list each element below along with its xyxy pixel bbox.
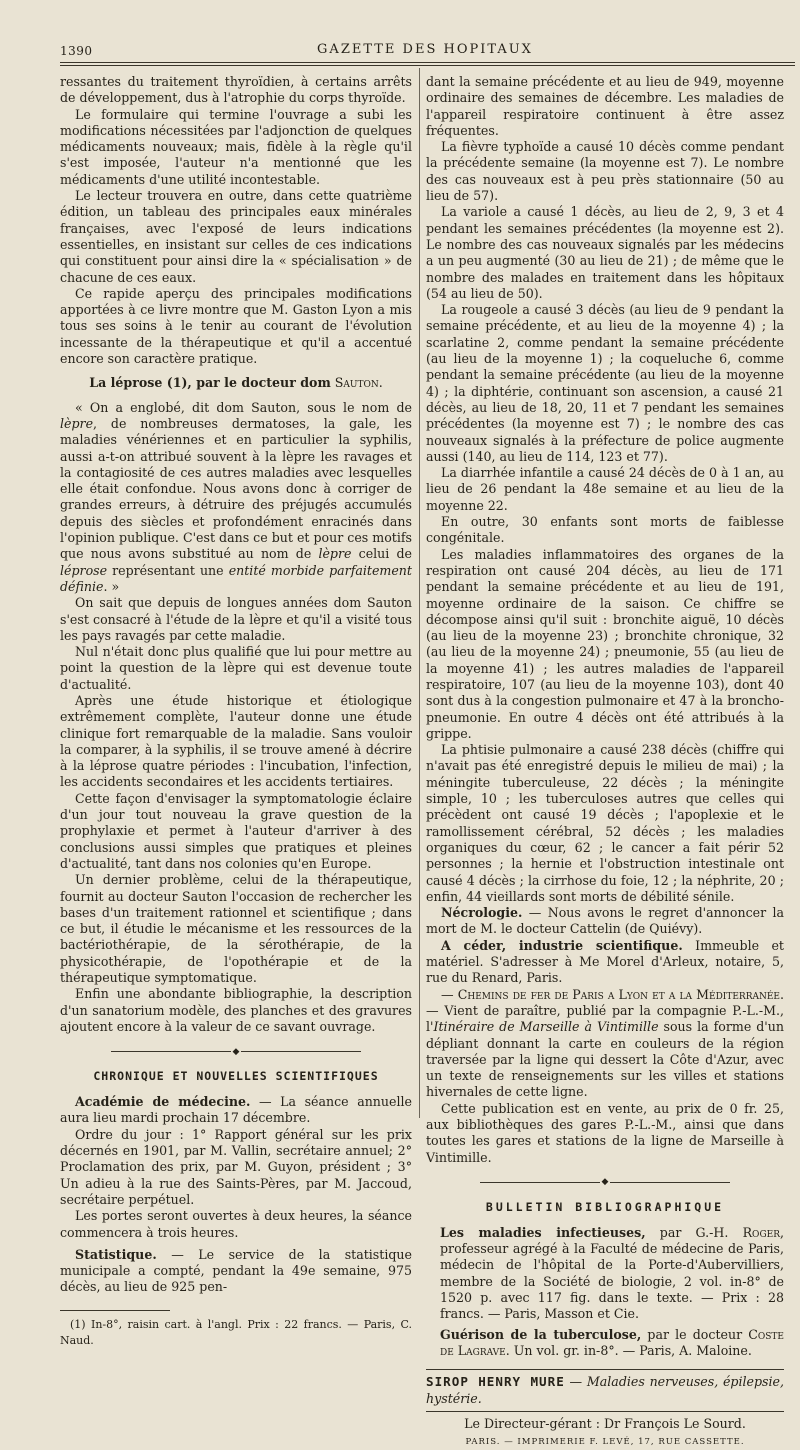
- bulletin-heading: BULLETIN BIBLIOGRAPHIQUE: [485, 1199, 725, 1214]
- paragraph: La rougeole a causé 3 décès (au lieu de 9 pendant la semaine précédente, et au lieu de la moyenne 4) ; la scarlatine 2, comme pendant la semaine précédente (au lieu de la moyenne 1) ; la coqueluche 6, comme pendant la semaine précédente (au lieu de la moyenne 4) ; la diphtérie, continuant son ascension, a causé 21 décès, au lieu de 18, 20, 11 et 7 pendant les semaines précédentes (la moyenne est 7) ; le nombre des cas nouveaux signalés à la préfecture de police augmente aussi (140, au lieu de 114, 123 et 77).: [426, 302, 784, 464]
- bibliography-entry: Guérison de la tuberculose, par le docteur Coste de Lagrave. Un vol. gr. in-8°. — Paris, A. Maloine.: [440, 1326, 784, 1358]
- section-divider: ◆: [60, 1043, 412, 1060]
- ad-brand: SIROP HENRY MURE: [426, 1374, 565, 1390]
- page-number: 1390: [60, 44, 93, 58]
- paragraph: Les maladies inflammatoires des organes de la respiration ont causé 204 décès, au lieu de 171 pendant la semaine précédente et au lieu de 191, moyenne ordinaire de la saison. Ce chiffre se décompose ainsi qu'il suit : bronchite aiguë, 10 décès (au lieu de la moyenne 23) ; bronchite chronique, 32 (au lieu de la moyenne 24) ; pneumonie, 55 (au lieu de la moyenne 41) ; les autres maladies de l'appareil respiratoire, 107 (au lieu de la moyenne 103), dont 40 sont dus à la congestion pulmonaire et 47 à la broncho-pneumonie. En outre 4 décès ont été attribués à la grippe.: [426, 546, 784, 741]
- paragraph: Nul n'était donc plus qualifié que lui pour mettre au point la question de la lèpre qui est devenue toute d'actualité.: [60, 644, 412, 692]
- paragraph: Un dernier problème, celui de la thérapeutique, fournit au docteur Sauton l'occasion de rechercher les bases d'un traitement rationnel et scientifique ; dans ce but, il étudie le mécanisme et les ressources de la bactériothérapie, de la sérothérapie, de la physicothérapie, de l'opothérapie et de la thérapeutique symptomatique.: [60, 872, 412, 986]
- paragraph: La diarrhée infantile a causé 24 décès de 0 à 1 an, au lieu de 26 pendant la 48e semaine et au lieu de la moyenne 22.: [426, 465, 784, 513]
- publisher-line: Le Directeur-gérant : Dr François Le Sourd.: [464, 1415, 746, 1431]
- left-column: [60, 74, 412, 1349]
- chronique-heading: CHRONIQUE ET NOUVELLES SCIENTIFIQUES: [93, 1068, 379, 1083]
- paragraph: A céder, industrie scientifique. Immeuble et matériel. S'adresser à Me Morel d'Arleux, notaire, 5, rue du Renard, Paris.: [426, 937, 784, 986]
- bibliography-list: [426, 1225, 784, 1359]
- review-heading: [60, 375, 412, 391]
- paragraph: En outre, 30 enfants sont morts de faiblesse congénitale.: [426, 514, 784, 546]
- paragraph: La phtisie pulmonaire a causé 238 décès (chiffre qui n'avait pas été enregistré depuis le milieu de mai) ; la méningite tuberculeuse, 22 décès ; la méningite simple, 10 ; les tuberculoses autres que celles qui précèdent ont causé 19 décès ; l'apoplexie et le ramollissement cérébral, 52 décès ; les maladies organiques du cœur, 62 ; le cancer a fait périr 52 personnes ; la hernie et l'obstruction intestinale ont causé 4 décès ; la cirrhose du foie, 12 ; la néphrite, 20 ; enfin, 44 vieillards sont morts de débilité sénile.: [426, 742, 784, 904]
- paragraph: Les portes seront ouvertes à deux heures, la séance commencera à trois heures.: [60, 1208, 412, 1240]
- paragraph: Ce rapide aperçu des principales modifications apportées à ce livre montre que M. Gaston Lyon a mis tous ses soins à le tenir au courant de l'évolution incessante de la thérapeutique et qu'il a accentué encore son caractère pratique.: [60, 285, 412, 367]
- paragraph: Après une étude historique et étiologique extrêmement complète, l'auteur donne une étude clinique fort remarquable de la maladie. Sans vouloir la comparer, à la syphilis, il se trouve amené à décrire à la léprose quatre périodes : l'incubation, l'infection, les accidents secondaires et les accidents tertiaires.: [60, 692, 412, 790]
- paragraph: ressantes du traitement thyroïdien, à certains arrêts de développement, dus à l'atrophie du corps thyroïde.: [60, 74, 412, 106]
- paragraph: Cette publication est en vente, au prix de 0 fr. 25, aux bibliothèques des gares P.-L.-M., ainsi que dans toutes les gares et stations de la ligne de Marseille à Vintimille.: [426, 1100, 784, 1165]
- paragraph: La fièvre typhoïde a causé 10 décès comme pendant la précédente semaine (la moyenne est 7). Le nombre des cas nouveaux est à peu près stationnaire (50 au lieu de 57).: [426, 139, 784, 204]
- paragraph: Enfin une abondante bibliographie, la description d'un sanatorium modèle, des planches et des gravures ajoutent encore à la valeur de ce savant ouvrage.: [60, 986, 412, 1034]
- right-column: [426, 74, 784, 1450]
- section-divider: ◆: [426, 1174, 784, 1191]
- review-author: Sauton.: [334, 375, 383, 391]
- paragraph: Le formulaire qui termine l'ouvrage a subi les modifications nécessitées par l'adjonction de quelques médicaments nouveaux; mais, fidèle à la règle qu'il s'est imposée, l'auteur n'a mentionné que les médicaments d'une utilité incontestable.: [60, 106, 412, 187]
- ad-text: — Maladies nerveuses, épilepsie, hystérie.: [426, 1374, 784, 1406]
- printer-line: PARIS. — IMPRIMERIE F. LEVÉ, 17, RUE CASSETTE.: [465, 1437, 745, 1448]
- column-divider: [419, 68, 420, 1118]
- review-title: La léprose (1), par le docteur dom: [89, 375, 331, 391]
- paragraph: On sait que depuis de longues années dom Sauton s'est consacré à l'étude de la lèpre et qu'il a visité tous les pays ravagés par cette maladie.: [60, 595, 412, 643]
- paragraph: Cette façon d'envisager la symptomatologie éclaire d'un jour tout nouveau la grave question de la prophylaxie et permet à l'auteur d'arriver à des conclusions aussi simples que pratiques et pleines d'actualité, tant dans nos colonies qu'en Europe.: [60, 790, 412, 871]
- footnote: (1) In-8°, raisin cart. à l'angl. Prix : 22 francs. — Paris, C. Naud.: [60, 1317, 412, 1348]
- header-rule-thin: [60, 65, 795, 66]
- paragraph: Statistique. — Le service de la statistique municipale a compté, pendant la 49e semaine, 975 décès, au lieu de 925 pen-: [60, 1246, 412, 1295]
- header-rule: [60, 62, 795, 63]
- paragraph: Ordre du jour : 1° Rapport général sur les prix décernés en 1901, par M. Vallin, secrétaire annuel; 2° Proclamation des prix, par M. Guyon, président ; 3° Un adieu à la rue des Saints-Pères, par M. Jaccoud, secrétaire perpétuel.: [60, 1126, 412, 1207]
- bibliography-entry: Les maladies infectieuses, par G.-H. Roger, professeur agrégé à la Faculté de médecine de Paris, médecin de l'hôpital de la Porte-d'Aubervilliers, membre de la Société de biologie, 2 vol. in-8° de 1520 p. avec 117 fig. dans le texte. — Prix : 28 francs. — Paris, Masson et Cie.: [440, 1224, 784, 1322]
- paragraph: Nécrologie. — Nous avons le regret d'annoncer la mort de M. le docteur Cattelin (de Quiévy).: [426, 905, 784, 937]
- advertisement: [426, 1369, 784, 1412]
- paragraph: — Chemins de fer de Paris a Lyon et a la Méditerranée. — Vient de paraître, publié par la compagnie P.-L.-M., l'Itinéraire de Marseille à Vintimille sous la forme d'un dépliant donnant la carte en couleurs de la région traversée par la ligne qui dessert la Côte d'Azur, avec un texte de renseignements sur les villes et stations hivernales de cette ligne.: [426, 986, 784, 1100]
- page-header: [60, 40, 790, 62]
- paragraph: « On a englobé, dit dom Sauton, sous le nom de lèpre, de nombreuses dermatoses, la gale, les maladies vénériennes et en particulier la syphilis, aussi a-t-on attribué souvent à la lèpre les ravages et la contagiosité de ces autres maladies avec lesquelles elle était confondue. Nous avons donc à corriger de grandes erreurs, à détruire des préjugés accumulés depuis des siècles et profondément enracinés dans l'opinion publique. C'est dans ce but et pour ces motifs que nous avons substitué au nom de lèpre celui de léprose représentant une entité morbide parfaitement définie. »: [60, 399, 412, 594]
- paragraph: dant la semaine précédente et au lieu de 949, moyenne ordinaire des semaines de décembre. Les maladies de l'appareil respiratoire continuent à être assez fréquentes.: [426, 74, 784, 138]
- paragraph: Académie de médecine. — La séance annuelle aura lieu mardi prochain 17 décembre.: [60, 1094, 412, 1126]
- footnote-rule: [60, 1310, 170, 1311]
- journal-title: GAZETTE DES HOPITAUX: [317, 42, 533, 57]
- paragraph: Le lecteur trouvera en outre, dans cette quatrième édition, un tableau des principales eaux minérales françaises, avec l'exposé de leurs indications essentielles, en insistant sur celles de ces indications qui constituent pour ainsi dire la « spécialisation » de chacune de ces eaux.: [60, 188, 412, 285]
- paragraph: La variole a causé 1 décès, au lieu de 2, 9, 3 et 4 pendant les semaines précédentes (la moyenne est 2). Le nombre des cas nouveaux signalés par les médecins a un peu augmenté (30 au lieu de 21) ; de même que le nombre des malades en traitement dans les hôpitaux (54 au lieu de 50).: [426, 204, 784, 301]
